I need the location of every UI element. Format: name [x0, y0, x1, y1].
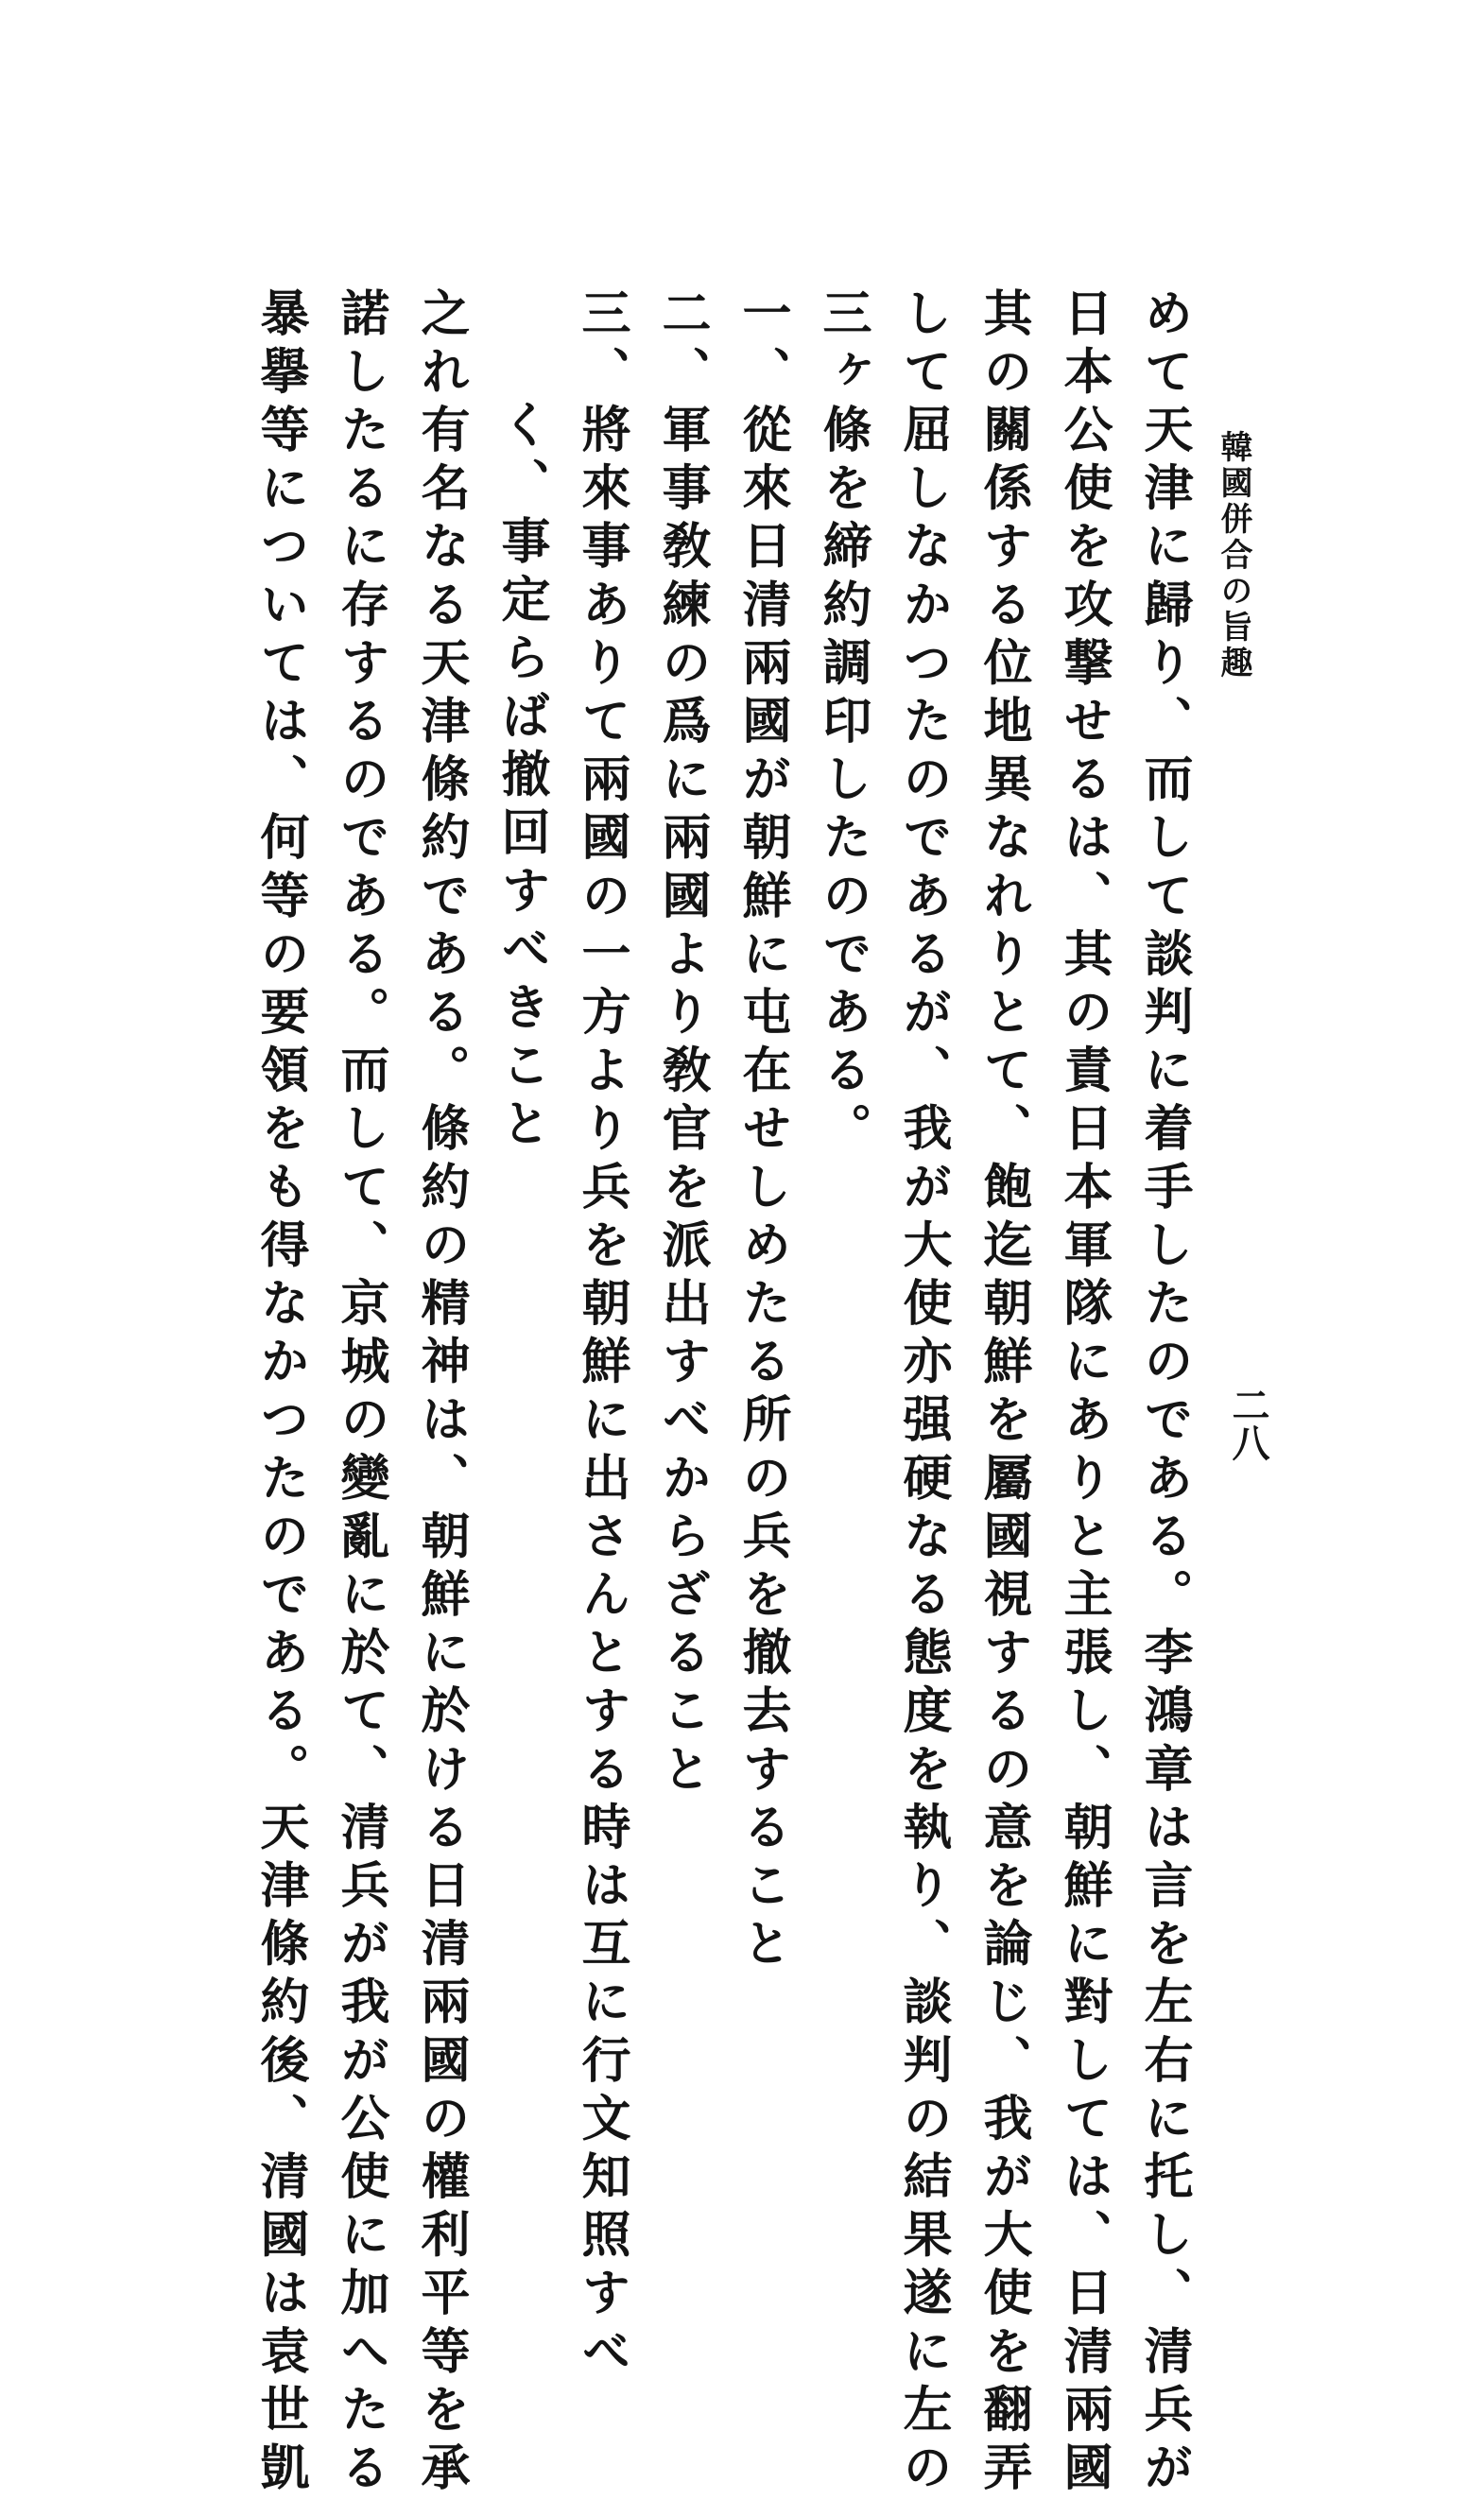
text-column: 諾したるに存するのである。而して、京城の變亂に於て、清兵が我が公使に加へたる	[332, 287, 389, 2500]
text-column: 之れ有名なる天津條約である。條約の精神は、朝鮮に於ける日清兩國の權利平等を承	[412, 287, 470, 2500]
text-column: 暴擧等については、何等の要領をも得なかつたのである。天津條約後、清國は袁世凱	[251, 287, 309, 2500]
page-number: 二八	[1226, 1386, 1270, 1461]
text-column: して屈しなかつたのであるが、我が大使亦强硬なる態度を執り、談判の結果遂に左の	[894, 287, 952, 2500]
text-column: めて天津に歸り、而して談判に着手したのである。李鴻章は言を左右に托し、清兵が	[1135, 287, 1193, 2500]
running-title: 韓國併合の旨趣	[1215, 430, 1252, 681]
list-item: 一、從來日清兩國が朝鮮に屯在せしめたる所の兵を撤去すること	[733, 287, 791, 1976]
text-column: 其の關係する位地異なれりとて、飽迄朝鮮を屬國視するの意を論じ、我が大使を翻弄	[975, 287, 1032, 2500]
list-item: 二、軍事敎練の爲に兩國より敎官を派出すべからざること	[653, 287, 711, 1802]
text-column: 三ヶ條を締約調印したのである。	[814, 287, 871, 1161]
text-column: 日本公使を攻撃せるは、其の責日本軍隊にありと主張し、朝鮮に對しては、日清兩國	[1055, 287, 1113, 2500]
list-item: 三、將來事ありて兩國の一方より兵を朝鮮に出さんとする時は互に行文知照すべ	[573, 287, 630, 2384]
list-item-continuation: く、事定らば撤回すべきこと	[492, 399, 550, 1156]
